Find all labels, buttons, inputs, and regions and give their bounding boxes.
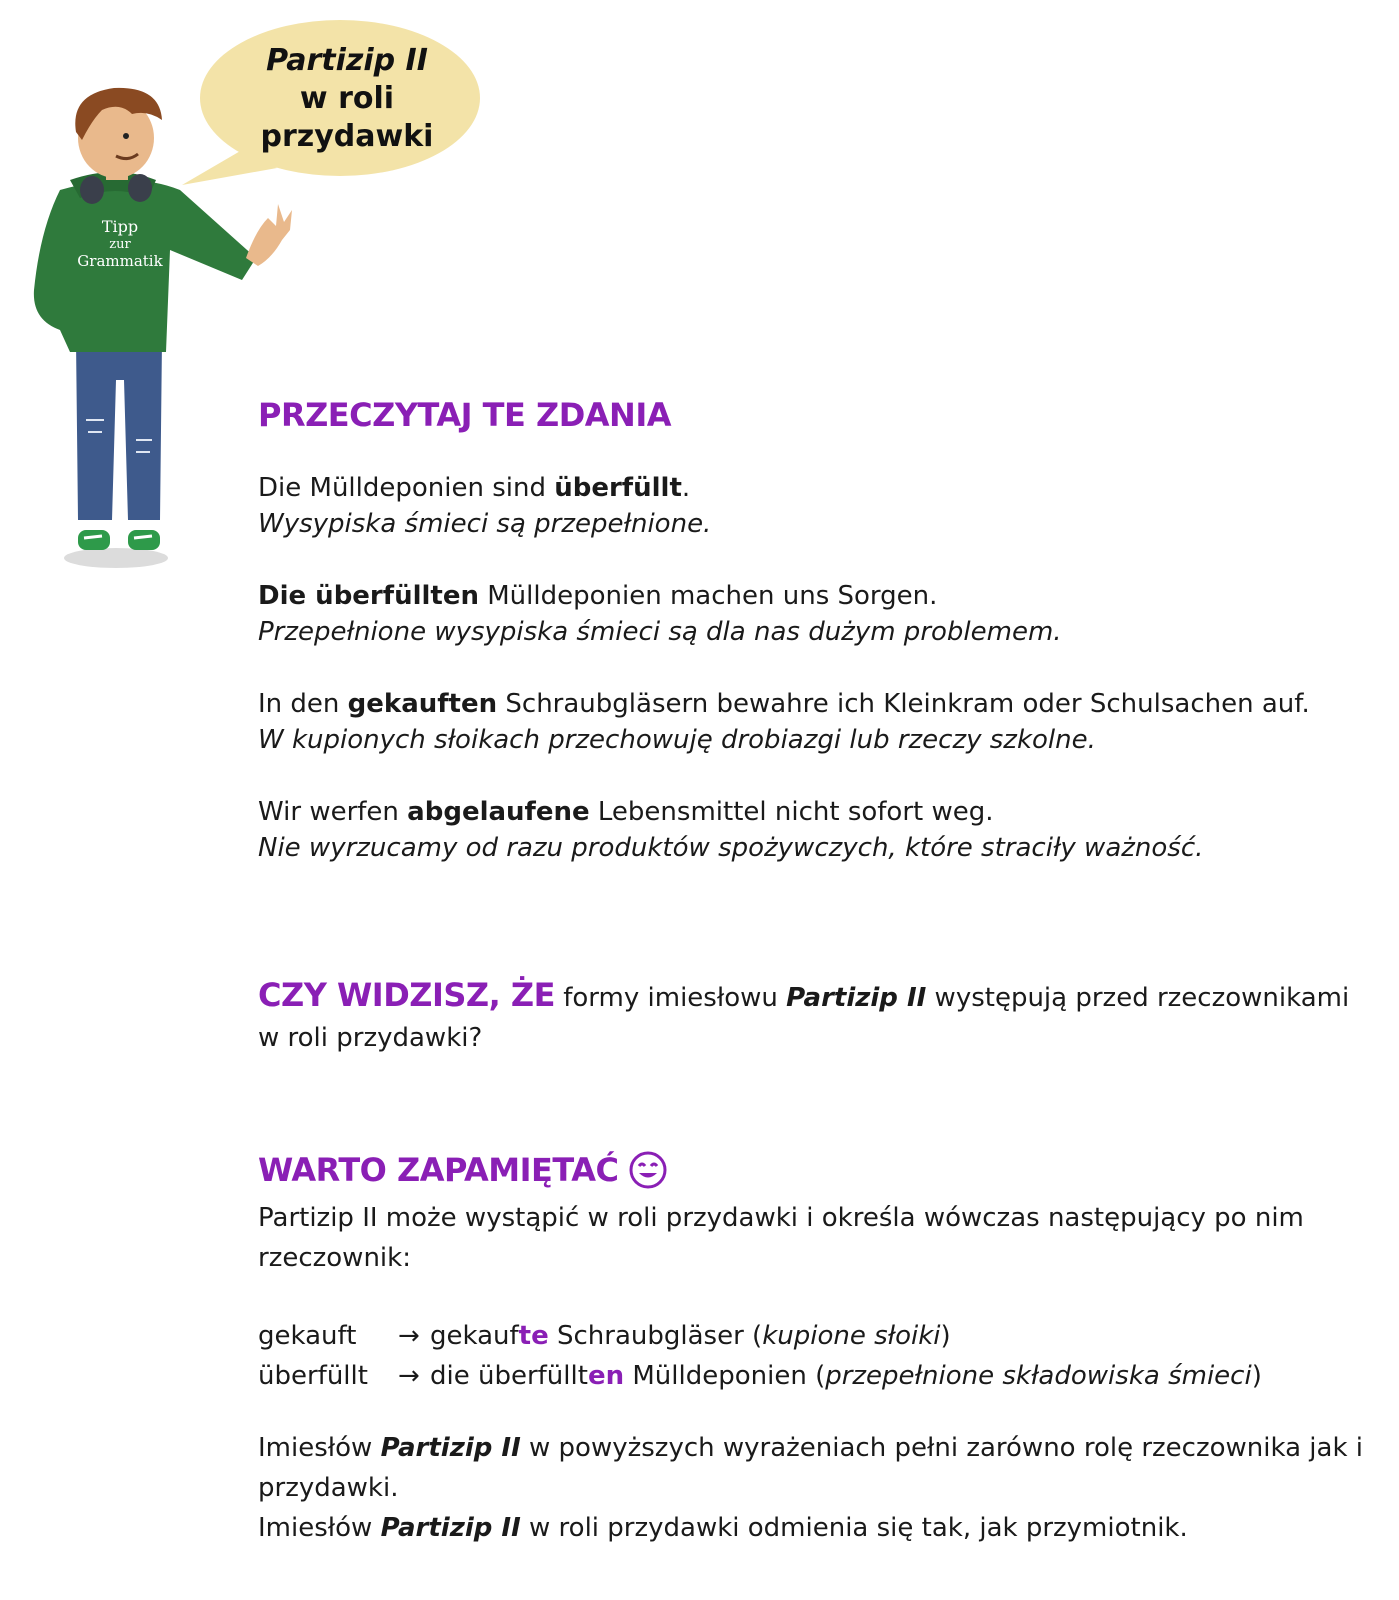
sentence-pair bbox=[258, 470, 1368, 542]
smiley-icon bbox=[628, 1150, 668, 1190]
section-read-heading: PRZECZYTAJ TE ZDANIA bbox=[258, 396, 671, 434]
german-sentence: Die Mülldeponien sind überfüllt. bbox=[258, 473, 691, 503]
remember-heading: WARTO ZAPAMIĘTAĆ bbox=[258, 1151, 619, 1189]
remember-section bbox=[258, 1150, 1368, 1278]
german-sentence: Die überfüllten Mülldeponien machen uns Sorgen. bbox=[258, 581, 938, 611]
example-base: gekauft bbox=[258, 1321, 357, 1351]
bubble-line-1: Partizip II bbox=[266, 43, 428, 78]
arrow-icon: → bbox=[398, 1321, 420, 1351]
arrow-icon: → bbox=[398, 1361, 420, 1391]
polish-translation: Nie wyrzucamy od razu produktów spożywczych, które straciły ważność. bbox=[258, 833, 1204, 863]
example-row: überfüllt → die überfüllten Mülldeponien (przepełnione składowiska śmieci) bbox=[258, 1358, 1368, 1394]
term-partizip: Partizip II bbox=[786, 983, 927, 1013]
grammar-note bbox=[258, 1428, 1368, 1548]
bubble-line-2: w roli bbox=[299, 81, 395, 116]
bubble-line-3: przydawki bbox=[260, 119, 434, 154]
hoodie-text-2: zur bbox=[109, 237, 131, 252]
question-section: CZY WIDZISZ, ŻE formy imiesłowu Partizip II występują przed rzeczownikami w roli przydawki? bbox=[258, 976, 1350, 1053]
german-sentence: Wir werfen abgelaufene Lebensmittel nicht sofort weg. bbox=[258, 797, 994, 827]
polish-translation: Przepełnione wysypiska śmieci są dla nas dużym problemem. bbox=[258, 617, 1062, 647]
sentence-pair bbox=[258, 794, 1368, 866]
note-line-2: Imiesłów Partizip II w roli przydawki odmienia się tak, jak przymiotnik. bbox=[258, 1513, 1188, 1543]
example-row: gekauft → gekaufte Schraubgläser (kupione słoiki) bbox=[258, 1318, 1368, 1354]
remember-heading-row bbox=[258, 1150, 1368, 1190]
hoodie-text-3: Grammatik bbox=[77, 252, 163, 270]
ending-highlight: te bbox=[518, 1321, 549, 1351]
example-base: überfüllt bbox=[258, 1361, 368, 1391]
sentence-pair bbox=[258, 686, 1368, 758]
hoodie-text-1: Tipp bbox=[101, 217, 139, 236]
polish-translation: W kupionych słoikach przechowuję drobiazgi lub rzeczy szkolne. bbox=[258, 725, 1096, 755]
german-sentence: In den gekauften Schraubgläsern bewahre ich Kleinkram oder Schulsachen auf. bbox=[258, 689, 1310, 719]
ending-highlight: en bbox=[587, 1361, 625, 1391]
sentence-pair bbox=[258, 578, 1368, 650]
remember-body: Partizip II może wystąpić w roli przydawki i określa wówczas następujący po nim rzeczownik: bbox=[258, 1203, 1304, 1273]
polish-translation: Wysypiska śmieci są przepełnione. bbox=[258, 509, 712, 539]
question-heading: CZY WIDZISZ, ŻE bbox=[258, 976, 555, 1014]
note-line-1: Imiesłów Partizip II w powyższych wyrażeniach pełni zarówno rolę rzeczownika jak i przydawki. bbox=[258, 1433, 1363, 1503]
